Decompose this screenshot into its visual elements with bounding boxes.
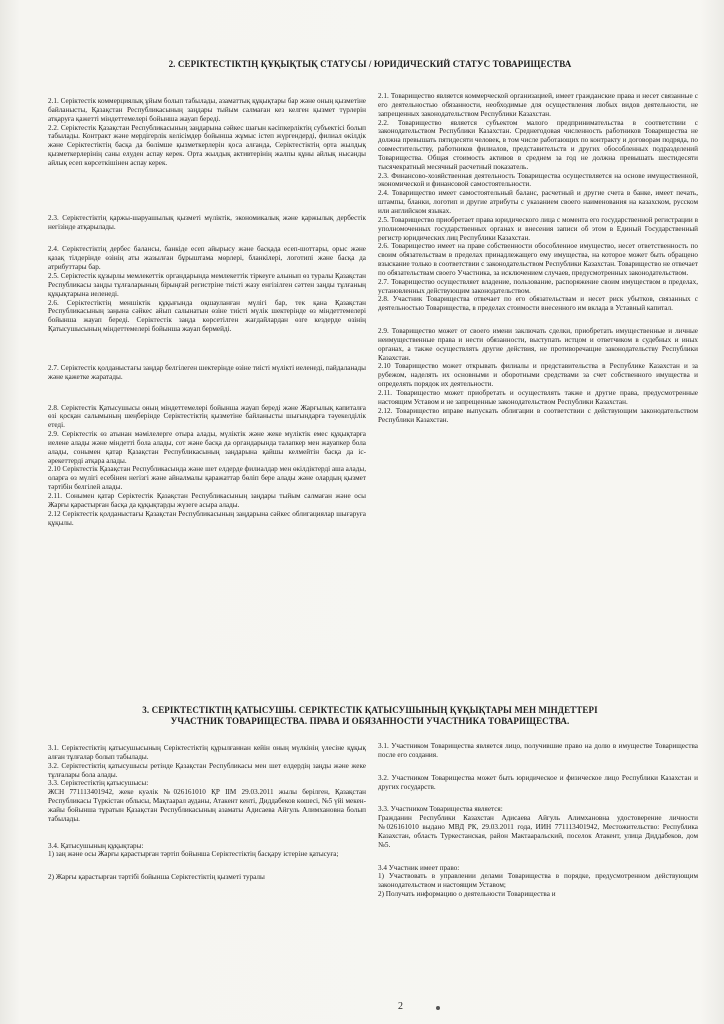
paragraph: 2.10 Товарищество может открывать филиалы и представительства в Республике Казахстан и за рубежом, наделять их основными и оборотными средствами за счет собственного имущества и определять порядок их деятельности.: [378, 362, 698, 389]
paragraph: 2.2. Товарищество является субъектом малого предпринимательства в соответствии с законодательством Республики Казахстан. Среднегодовая численность работников Товарищества не должна превышать пятидесяти человек, в том числе работающих по контракту и договорам подряда, по совместительству, работников филиалов, представительств и других обособленных подразделений Товарищества. Общая стоимость активов в среднем за год не должна превышать шестидесяти тысячекратный месячный расчетный показатель.: [378, 118, 698, 171]
paragraph: 3.1. Участником Товарищества является лицо, получившие право на долю в имуществе Товарищества после его создания.: [378, 742, 698, 759]
paragraph: 2.11. Товарищество может приобретать и осуществлять также и другие права, предусмотренные настоящим Уставом и не запрещенные законодательством Республики Казахстан.: [378, 389, 698, 406]
paragraph: 2.12. Товарищество вправе выпускать облигации в соответствии с действующим законодательством Республики Казахстан.: [378, 406, 698, 424]
paragraph: 2.1. Товарищество является коммерческой организацией, имеет гражданские права и несет связанные с его деятельностью обязанности, необходимые для осуществления любых видов деятельности, не запрещенных законодательством Республики Казахстан.: [378, 92, 698, 118]
section-2-title: 2. СЕРІКТЕСТІКТІҢ ҚҰҚЫҚТЫҚ СТАТУСЫ / ЮРИДИЧЕСКИЙ СТАТУС ТОВАРИЩЕСТВА: [168, 59, 572, 69]
paragraph: 2.8. Серіктестік Қатысушысы оның міндеттемелері бойынша жауап береді және Жарғылық капиталға өзі қосқан салымының шеңберінде Серіктестіктің қызметіне байланысты шығындарға тәуекелділік етеді.: [48, 403, 366, 430]
paragraph: 2.7. Товарищество осуществляет владение, пользование, распоряжение своим имуществом в пределах, установленных действующим законодательством.: [378, 277, 698, 295]
paragraph: 2.2. Серіктестік Қазақстан Республикасының заңдарына сәйкес шағын кәсіпкерліктің субъектісі болып табылады. Контракт және мердігерлік келісімдер бойынша жұмыс істеп жүргендерді, филиал өкілдік және Серіктестіктің басқа да бөлімше қызметкерлерін қоса алғанда, Серіктестіктің орта жылдық қызметкерлерінің саны елуден аспау керек. Орта жылдық активтерінің жалпы құны айлық нысанды айлық есеп көрсеткішінен аспау керек.: [48, 123, 366, 167]
paragraph: 2.7. Серіктестік қолданыстағы заңдар белгілеген шектерінде өзіне тиісті мүлікті иеленеді, пайдаланады және қажетке жаратады.: [48, 363, 366, 381]
rights-heading: 3.4 Участник имеет право:: [378, 863, 460, 872]
participant-details: Гражданин Республики Казахстан Адисаева Айгуль Алимхановна удостоверение личности №026161010 выдано МВД РК, 29.03.2011 года, ИИН 771113401942, Местожительство: Республика Казахстан, область Туркестанская, район Мактааральский, поселок Атакент, улица Диддабеков, дом №5.: [378, 814, 698, 849]
paragraph: 2.12 Серіктестік қолданыстағы Қазақстан Республикасының заңдарына сәйкес облигациялар шығаруға құқылы.: [48, 509, 366, 527]
paragraph: 3.2. Серіктестіктің қатысушысы ретінде Қазақстан Республикасы мен шет елдердің заңды және жеке тұлғалары бола алады.: [48, 761, 366, 779]
paragraph: 2.1. Серіктестік коммерциялық ұйым болып табылады, азаматтық құқықтары бар және оның қызметіне байланысты, Қазақстан Республикасының заңдары тыйым салмаған кез келген қызмет түрлерін атқаруға қажетті міндеттемелері бойынша жауап береді.: [48, 97, 366, 123]
paragraph: 2.6. Серіктестіктің меншіктік құқығында оқшауланған мүлігі бар, тек қана Қазақстан Республикасының заңына сәйкес айып салынатын өзіне тиісті мүлік шектерінде өз міндеттемелері бойынша жауап береді. Серіктестік заңда көрсетілген жағдайлардан өзге кездерде өзінің Қатысушысының міндеттемелері бойынша жауап бермейді.: [48, 298, 366, 334]
list-item: 1) Участвовать в управлении делами Товарищества в порядке, предусмотренном действующим законодательством и настоящим Уставом;: [378, 872, 698, 890]
list-item: 2) Жарғы қарастырған тәртібі бойынша Серіктестіктің қызметі туралы: [48, 873, 265, 882]
paragraph: 3.3. Участником Товарищества является:: [378, 805, 503, 814]
paragraph: 2.9. Серіктестік өз атынан мәмілелерге отыра алады, мүліктік және жеке мүліктік емес құқықтарға иелене алады және міндетті бола алады, сот және басқа да органдарында талапкер мен жауапкер бола алады, сонымен қатар Қазақстан Республикасының заңдарына қайшы келмейтін басқа да іс-әрекеттерді атқара алады.: [48, 430, 366, 465]
section-3-kazakh-column: [48, 744, 366, 882]
paragraph: 2.11. Сонымен қатар Серіктестік Қазақстан Республикасының заңдары тыйым салмаған және осы Жарғы қарастырған басқа да құқықтарды жүзеге асыра алады.: [48, 492, 366, 509]
list-item: 2) Получать информацию о деятельности Товарищества и: [378, 890, 556, 899]
paragraph: 2.8. Участник Товарищества отвечает по его обязательствам и несет риск убытков, связанных с деятельностью Товарищества, в пределах стоимости внесенного им вклада в Уставный капитал.: [378, 295, 698, 313]
paragraph: 3.3. Серіктестіктің қатысушысы:: [48, 779, 149, 788]
paragraph: 3.2. Участником Товарищества может быть юридическое и физическое лицо Республики Казахстан и других государств.: [378, 773, 698, 791]
participant-details: ЖСН 771113401942, жеке куәлік №026161010 ҚР ІІМ 29.03.2011 жылы берілген, Қазақстан Республикасы Түркістан облысы, Мақтаарал ауданы, Атакент кенті, Диддабеков көшесі, №5 үйі мекен-жайы бойынша тұратын Қазақстан Республикасының азаматы Адисаева Айгуль Алимхановна болып табылады.: [48, 788, 366, 823]
paragraph: 2.3. Серіктестіктің қаржы-шаруашылық қызметі мүліктік, экономикалық және қаржылық дербестік негізінде атқарылады.: [48, 213, 366, 231]
paragraph: 2.5. Товарищество приобретает права юридического лица с момента его государственной регистрации в уполномоченных государственных органах и внесения записи об этом в Единый Государственный регистр юридических лиц Республики Казахстан.: [378, 215, 698, 242]
paragraph: 2.5. Серіктестік құзырлы мемлекеттік органдарында мемлекеттік тіркеуге алынып өз туралы Қазақстан Республикасы заңды тұлғаларының бірыңғай регистріне тиісті жазу енгізілген сәттен заңды тұлғаның құқықтарына иеленеді.: [48, 271, 366, 298]
section-3-title-kazakh: 3. СЕРІКТЕСТІКТІҢ ҚАТЫСУШЫ. СЕРІКТЕСТІК ҚАТЫСУШЫНЫҢ ҚҰҚЫҚТАРЫ МЕН МІНДЕТТЕРІ: [142, 705, 598, 715]
section-2-kazakh-column: [48, 97, 366, 527]
paragraph: 2.4. Товарищество имеет самостоятельный баланс, расчетный и другие счета в банке, имеет печать, штампы, бланки, логотип и другие атрибуты с указанием своего наименования на казахском, русском или английском языках.: [378, 189, 698, 215]
section-3-title-russian: УЧАСТНИК ТОВАРИЩЕСТВА. ПРАВА И ОБЯЗАННОСТИ УЧАСТНИКА ТОВАРИЩЕСТВА.: [170, 716, 570, 726]
section-3-russian-column: [378, 742, 698, 899]
section-2-russian-column: [378, 92, 698, 424]
page-number: 2: [398, 1001, 403, 1012]
paragraph: 2.3. Финансово-хозяйственная деятельность Товарищества осуществляется на основе имущественной, экономической и финансовой самостоятельности.: [378, 171, 698, 189]
list-item: 1) заң және осы Жарғы қарастырған тәртіп бойынша Серіктестіктің басқару істеріне қатысуға;: [48, 850, 339, 859]
paragraph: 2.4. Серіктестіктің дербес балансы, банкіде есеп айырысу және басқада есеп-шоттары, орыс және қазақ тілдерінде өзінің аты жазылған бұрыштама мөрлері, бланкілері, логотипі және басқа да атрибуттары бар.: [48, 245, 366, 272]
paragraph: 2.10 Серіктестік Қазақстан Республикасында және шет елдерде филиалдар мен өкілдіктерді аша алады, оларға өз мүлігі есебінен негізгі және айналмалы қаражаттар бөліп бере алады және олардың қызмет тәртібін белгілей алады.: [48, 465, 366, 492]
paragraph: 2.6. Товарищество имеет на праве собственности обособленное имущество, несет ответственность по своим обязательствам в пределах принадлежащего ему имущества, на которое может быть обращено взыскание только в соответствии с законодательством Республики Казахстан. Товарищество не отвечает по обязательствам своего Участника, за исключением случаев, предусмотренных законодательством.: [378, 242, 698, 277]
paragraph: 2.9. Товарищество может от своего имени заключать сделки, приобретать имущественные и личные неимущественные права и нести обязанности, выступать истцом и ответчиком в судебных и иных органах, а также осуществлять другие действия, не противоречащие законодательству Республики Казахстан.: [378, 327, 698, 362]
scan-mark: [436, 1006, 440, 1010]
rights-heading: 3.4. Қатысушының құқықтары:: [48, 841, 144, 850]
paragraph: 3.1. Серіктестіктің қатысушысының Серіктестіктің құрылғаннан кейін оның мүлкінің үлесіне құқық алған тұлғалар болып табылады.: [48, 744, 366, 761]
